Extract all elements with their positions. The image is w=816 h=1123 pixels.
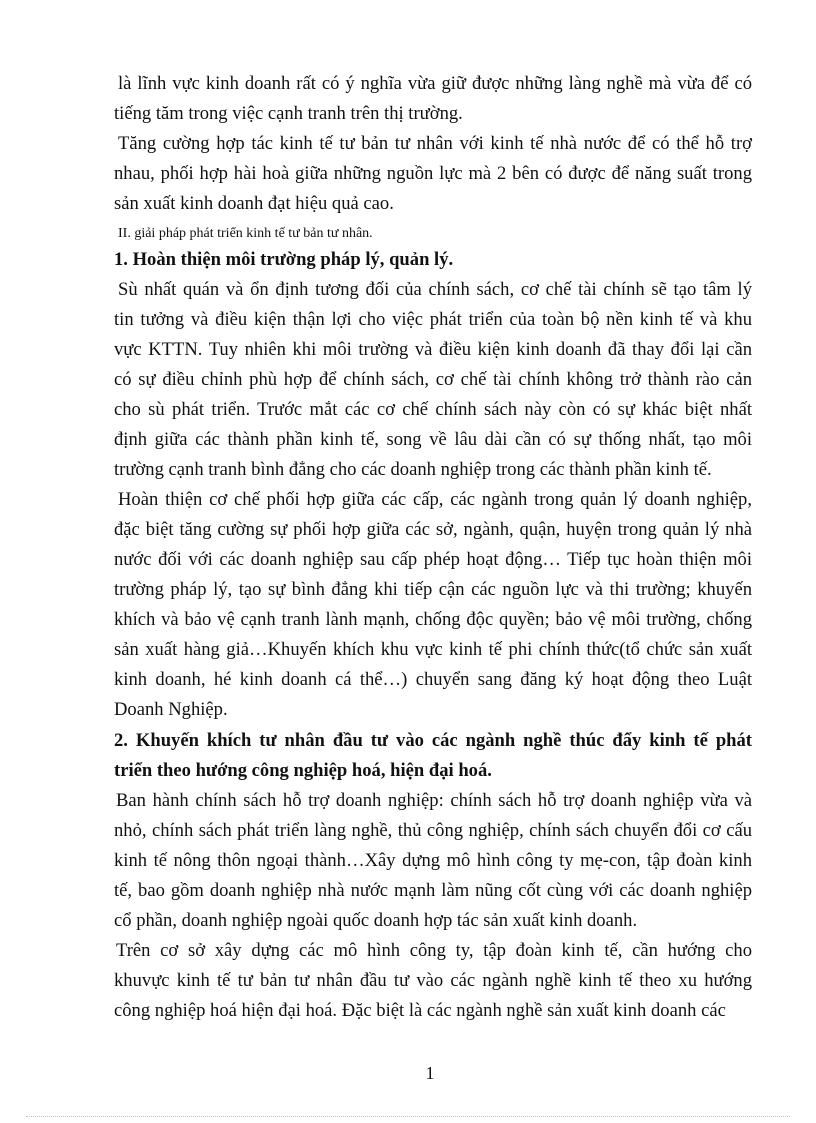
section-heading: II. giải pháp phát triển kinh tế tư bản tư nhân. [118, 226, 373, 241]
heading-2-line-2: triển theo hướng công nghiệp hoá, hiện đại hoá. [114, 760, 492, 781]
paragraph-4-line-2: đặc biệt tăng cường sự phối hợp giữa các sở, ngành, quận, huyện trong quản lý nhà [114, 519, 752, 540]
paragraph-4-line-4: trường pháp lý, tạo sự bình đẳng khi tiếp cận các nguồn lực và thi trường; khuyến [114, 579, 752, 600]
paragraph-4-line-3: nước đối với các doanh nghiệp sau cấp phép hoạt động… Tiếp tục hoàn thiện môi [114, 549, 752, 570]
paragraph-3-line-4: có sự điều chỉnh phù hợp để chính sách, cơ chế tài chính không trở thành rào cản [114, 369, 752, 390]
paragraph-2-line-1: Tăng cường hợp tác kinh tế tư bản tư nhân với kinh tế nhà nước để có thể hỗ trợ [118, 133, 752, 154]
paragraph-5-line-5: cổ phần, doanh nghiệp ngoài quốc doanh hợp tác sản xuất kinh doanh. [114, 910, 638, 931]
page-number: 1 [425, 1063, 435, 1083]
heading-2-line-1: 2. Khuyến khích tư nhân đầu tư vào các ngành nghề thúc đẩy kinh tế phát [114, 730, 752, 751]
paragraph-3-line-7: trường cạnh tranh bình đẳng cho các doanh nghiệp trong các thành phần kinh tế. [114, 459, 712, 480]
paragraph-4-line-5: khích và bảo vệ cạnh tranh lành mạnh, chống độc quyền; bảo vệ môi trường, chống [114, 609, 752, 630]
paragraph-4-line-7: kinh doanh, hé kinh doanh cá thể…) chuyển sang đăng ký hoạt động theo Luật [114, 669, 752, 690]
paragraph-2-line-2: nhau, phối hợp hài hoà giữa những nguồn lực mà 2 bên có được để năng suất trong [114, 163, 752, 184]
paragraph-4-line-1: Hoàn thiện cơ chế phối hợp giữa các cấp, các ngành trong quản lý doanh nghiệp, [118, 489, 752, 510]
paragraph-4-line-8: Doanh Nghiệp. [114, 699, 228, 720]
paragraph-6-line-1: Trên cơ sở xây dựng các mô hình công ty, tập đoàn kinh tế, cần hướng cho [116, 940, 752, 961]
paragraph-3-line-2: tin tưởng và điều kiện thận lợi cho việc phát triển của toàn bộ nền kinh tế và khu [114, 309, 752, 330]
paragraph-2-line-3: sản xuất kinh doanh đạt hiệu quả cao. [114, 193, 394, 214]
paragraph-3-line-1: Sù nhất quán và ổn định tương đối của chính sách, cơ chế tài chính sẽ tạo tâm lý [118, 279, 752, 300]
paragraph-3-line-6: định giữa các thành phần kinh tế, song về lâu dài cần có sự thống nhất, tạo môi [114, 429, 752, 450]
paragraph-3-line-3: vực KTTN. Tuy nhiên khi môi trường và điều kiện kinh doanh đã thay đổi lại cần [114, 339, 752, 360]
paragraph-4-line-6: sản xuất hàng giả…Khuyến khích khu vực kinh tế phi chính thức(tổ chức sản xuất [114, 639, 752, 660]
paragraph-5-line-3: kinh tế nông thôn ngoại thành…Xây dựng mô hình công ty mẹ-con, tập đoàn kinh [114, 850, 752, 871]
paragraph-1-line-1: là lĩnh vực kinh doanh rất có ý nghĩa vừa giữ được những làng nghề mà vừa để có [118, 73, 752, 94]
paragraph-5-line-2: nhỏ, chính sách phát triển làng nghề, thủ công nghiệp, chính sách chuyển đổi cơ cấu [114, 820, 752, 841]
paragraph-5-line-4: tế, bao gồm doanh nghiệp nhà nước mạnh làm nũng cốt cùng với các doanh nghiệp [114, 880, 752, 901]
footer-divider [26, 1116, 790, 1117]
paragraph-3-line-5: cho sù phát triển. Trước mắt các cơ chế chính sách này còn có sự khác biệt nhất [114, 399, 752, 420]
paragraph-5-line-1: Ban hành chính sách hỗ trợ doanh nghiệp: chính sách hỗ trợ doanh nghiệp vừa và [116, 790, 752, 811]
paragraph-1-line-2: tiếng tăm trong việc cạnh tranh trên thị trường. [114, 103, 463, 124]
paragraph-6-line-2: khuvực kinh tế tư bản tư nhân đầu tư vào các ngành nghề kinh tế theo xu hướng [114, 970, 752, 991]
heading-1: 1. Hoàn thiện môi trường pháp lý, quản lý. [114, 249, 454, 270]
paragraph-6-line-3: công nghiệp hoá hiện đại hoá. Đặc biệt là các ngành nghề sản xuất kinh doanh các [114, 1000, 726, 1021]
